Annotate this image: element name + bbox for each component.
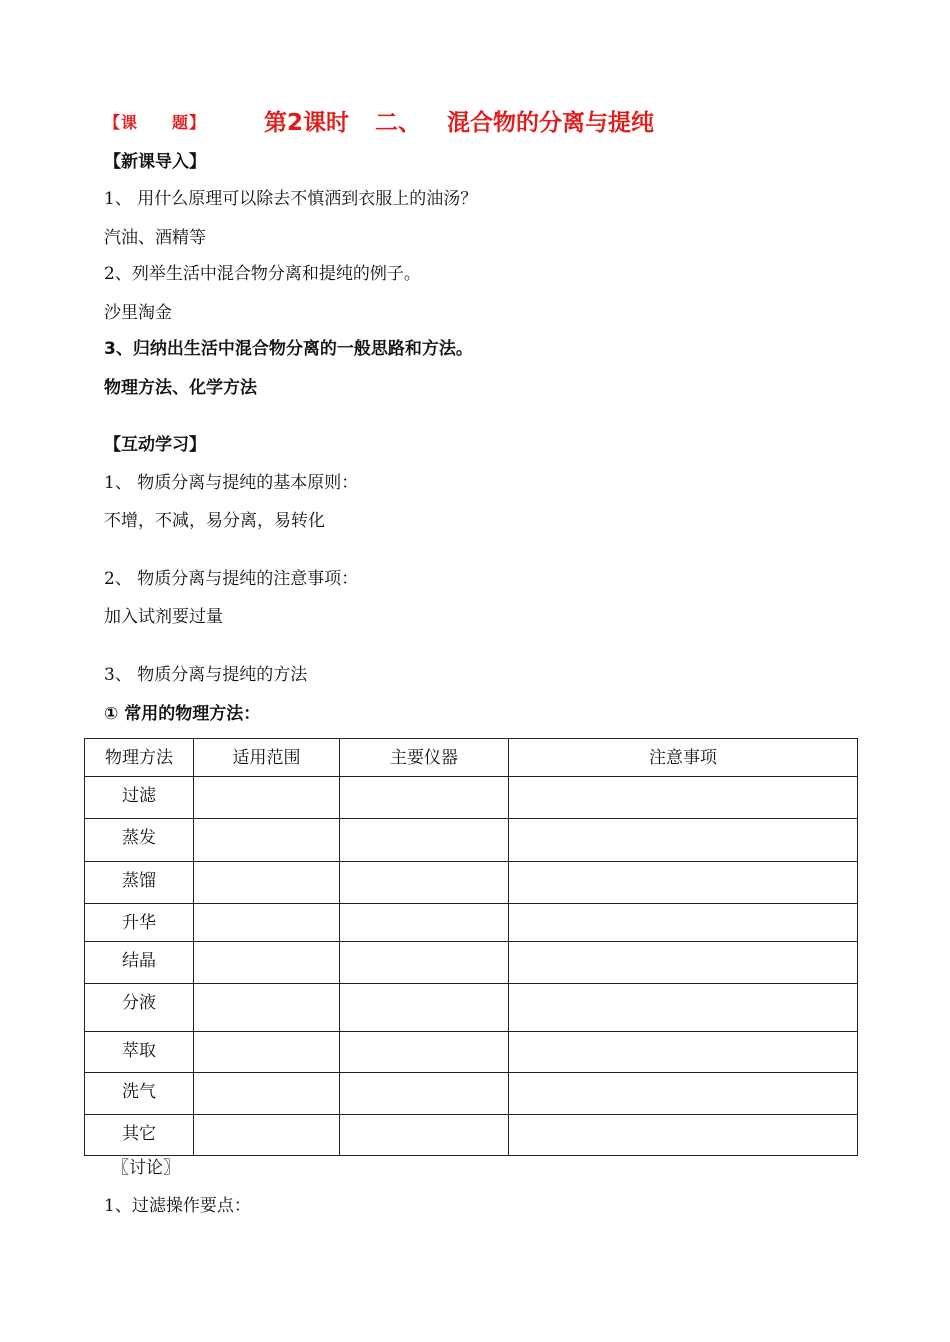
discussion-heading: 〖讨论〗 xyxy=(112,1158,180,1178)
principle-answer: 不增，不减，易分离，易转化 xyxy=(104,511,325,531)
method-cell: 洗气 xyxy=(85,1073,194,1115)
page-title: 第2课时 二、 混合物的分离与提纯 xyxy=(264,110,655,136)
scope-cell xyxy=(194,942,340,984)
intro-question-1: 1、 用什么原理可以除去不慎洒到衣服上的油汤？ xyxy=(104,189,478,209)
intro-answer-3: 物理方法、化学方法 xyxy=(104,378,257,398)
method-cell: 过滤 xyxy=(85,777,194,819)
scope-cell xyxy=(194,819,340,862)
table-row xyxy=(85,942,858,984)
instrument-cell xyxy=(340,984,509,1032)
header-scope: 适用范围 xyxy=(194,739,340,777)
notes-cell xyxy=(509,904,858,942)
table-row xyxy=(85,777,858,819)
notes-label: 2、 物质分离与提纯的注意事项： xyxy=(104,569,359,589)
instrument-cell xyxy=(340,862,509,904)
scope-cell xyxy=(194,984,340,1032)
instrument-cell xyxy=(340,1073,509,1115)
method-cell: 分液 xyxy=(85,984,194,1032)
table-header-row xyxy=(85,739,858,777)
scope-cell xyxy=(194,1032,340,1073)
scope-cell xyxy=(194,777,340,819)
header-notes: 注意事项 xyxy=(509,739,858,777)
instrument-cell xyxy=(340,904,509,942)
notes-cell xyxy=(509,1115,858,1156)
principle-label: 1、 物质分离与提纯的基本原则： xyxy=(104,473,359,493)
title-tag: 【课 题】 xyxy=(104,113,207,132)
instrument-cell xyxy=(340,819,509,862)
header-method: 物理方法 xyxy=(85,739,194,777)
intro-answer-1: 汽油、酒精等 xyxy=(104,228,206,248)
instrument-cell xyxy=(340,777,509,819)
table-row xyxy=(85,1115,858,1156)
method-cell: 蒸发 xyxy=(85,819,194,862)
method-cell: 升华 xyxy=(85,904,194,942)
table-row xyxy=(85,904,858,942)
table-row xyxy=(85,1032,858,1073)
instrument-cell xyxy=(340,942,509,984)
discussion-item-1: 1、过滤操作要点： xyxy=(104,1196,251,1216)
interactive-heading: 【互动学习】 xyxy=(104,435,206,455)
physical-methods-table xyxy=(84,738,858,1156)
methods-label: 3、 物质分离与提纯的方法 xyxy=(104,665,308,685)
scope-cell xyxy=(194,862,340,904)
intro-answer-2: 沙里淘金 xyxy=(104,303,172,323)
scope-cell xyxy=(194,1115,340,1156)
notes-answer: 加入试剂要过量 xyxy=(104,607,223,627)
table-row xyxy=(85,819,858,862)
notes-cell xyxy=(509,819,858,862)
scope-cell xyxy=(194,1073,340,1115)
intro-heading: 【新课导入】 xyxy=(104,152,206,172)
notes-cell xyxy=(509,862,858,904)
notes-cell xyxy=(509,984,858,1032)
notes-cell xyxy=(509,1032,858,1073)
method-cell: 结晶 xyxy=(85,942,194,984)
notes-cell xyxy=(509,942,858,984)
table-row xyxy=(85,1073,858,1115)
method-cell: 其它 xyxy=(85,1115,194,1156)
method-cell: 萃取 xyxy=(85,1032,194,1073)
physical-methods-label: ① 常用的物理方法： xyxy=(104,704,261,724)
scope-cell xyxy=(194,904,340,942)
instrument-cell xyxy=(340,1032,509,1073)
table-row xyxy=(85,984,858,1032)
instrument-cell xyxy=(340,1115,509,1156)
notes-cell xyxy=(509,1073,858,1115)
title-row xyxy=(104,104,890,134)
intro-question-2: 2、列举生活中混合物分离和提纯的例子。 xyxy=(104,264,421,284)
notes-cell xyxy=(509,777,858,819)
header-instrument: 主要仪器 xyxy=(340,739,509,777)
table-row xyxy=(85,862,858,904)
method-cell: 蒸馏 xyxy=(85,862,194,904)
intro-question-3: 3、归纳出生活中混合物分离的一般思路和方法。 xyxy=(104,339,473,359)
